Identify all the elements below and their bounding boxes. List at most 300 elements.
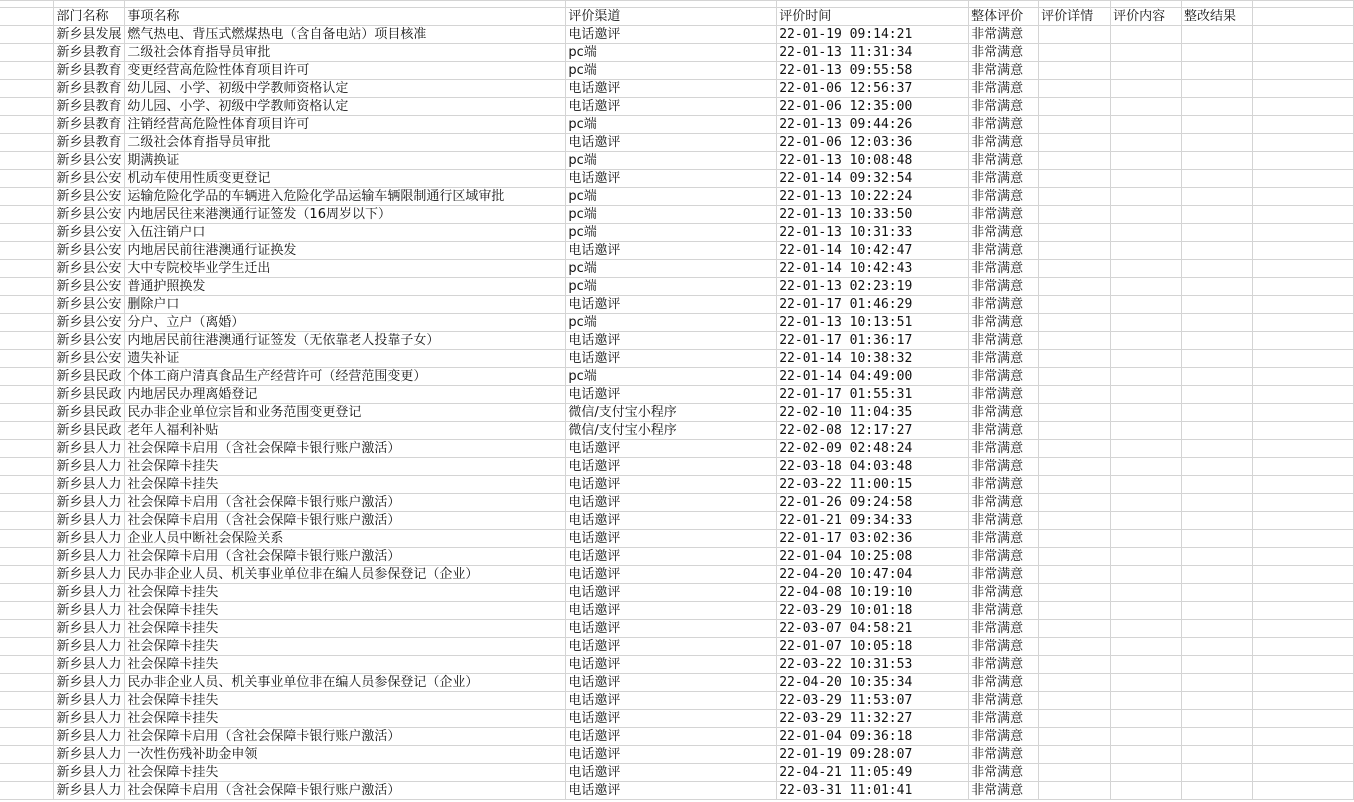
cell-empty[interactable] xyxy=(1111,296,1182,314)
cell-time[interactable]: 22-01-06 12:35:00 xyxy=(777,98,969,116)
cell-empty[interactable] xyxy=(1253,584,1354,602)
cell[interactable] xyxy=(969,1,1039,8)
cell-empty[interactable] xyxy=(1111,674,1182,692)
cell-time[interactable]: 22-01-13 10:31:33 xyxy=(777,224,969,242)
cell-empty[interactable] xyxy=(1039,476,1111,494)
header-cell-empty[interactable] xyxy=(1253,8,1354,26)
cell-empty[interactable] xyxy=(0,296,54,314)
cell-empty[interactable] xyxy=(1039,386,1111,404)
cell-empty[interactable] xyxy=(1182,260,1253,278)
cell-empty[interactable] xyxy=(1253,404,1354,422)
cell-empty[interactable] xyxy=(1182,620,1253,638)
cell-empty[interactable] xyxy=(1039,782,1111,800)
cell-empty[interactable] xyxy=(1111,188,1182,206)
cell-department[interactable]: 新乡县人力 xyxy=(54,476,125,494)
cell-empty[interactable] xyxy=(1039,44,1111,62)
cell-empty[interactable] xyxy=(1253,656,1354,674)
cell-empty[interactable] xyxy=(1182,368,1253,386)
cell-empty[interactable] xyxy=(1253,206,1354,224)
cell-item-name[interactable]: 入伍注销户口 xyxy=(125,224,566,242)
cell-empty[interactable] xyxy=(0,368,54,386)
cell-channel[interactable]: pc端 xyxy=(566,224,777,242)
cell-empty[interactable] xyxy=(1253,512,1354,530)
cell-empty[interactable] xyxy=(1111,638,1182,656)
cell-time[interactable]: 22-01-26 09:24:58 xyxy=(777,494,969,512)
cell-empty[interactable] xyxy=(1182,728,1253,746)
cell-empty[interactable] xyxy=(1111,26,1182,44)
cell-department[interactable]: 新乡县人力 xyxy=(54,440,125,458)
cell-empty[interactable] xyxy=(1111,350,1182,368)
header-item-name[interactable]: 事项名称 xyxy=(125,8,566,26)
cell-empty[interactable] xyxy=(1039,134,1111,152)
cell-empty[interactable] xyxy=(1039,80,1111,98)
cell-item-name[interactable]: 遗失补证 xyxy=(125,350,566,368)
cell-time[interactable]: 22-01-06 12:03:36 xyxy=(777,134,969,152)
cell-empty[interactable] xyxy=(1111,764,1182,782)
cell-channel[interactable]: 电话邀评 xyxy=(566,656,777,674)
cell-overall[interactable]: 非常满意 xyxy=(969,710,1039,728)
cell-department[interactable]: 新乡县人力 xyxy=(54,692,125,710)
cell-empty[interactable] xyxy=(1182,692,1253,710)
cell-empty[interactable] xyxy=(0,692,54,710)
cell-department[interactable]: 新乡县公安 xyxy=(54,296,125,314)
cell-overall[interactable]: 非常满意 xyxy=(969,134,1039,152)
cell-empty[interactable] xyxy=(1111,422,1182,440)
cell-channel[interactable]: pc端 xyxy=(566,368,777,386)
cell-empty[interactable] xyxy=(1182,170,1253,188)
cell-empty[interactable] xyxy=(0,458,54,476)
cell-empty[interactable] xyxy=(1253,296,1354,314)
cell-time[interactable]: 22-01-14 10:42:47 xyxy=(777,242,969,260)
cell-time[interactable]: 22-01-21 09:34:33 xyxy=(777,512,969,530)
cell-empty[interactable] xyxy=(1253,188,1354,206)
cell-empty[interactable] xyxy=(1039,314,1111,332)
cell-department[interactable]: 新乡县教育 xyxy=(54,134,125,152)
cell-empty[interactable] xyxy=(1182,44,1253,62)
cell-empty[interactable] xyxy=(1039,746,1111,764)
cell-empty[interactable] xyxy=(1253,674,1354,692)
header-result[interactable]: 整改结果 xyxy=(1182,8,1253,26)
cell-department[interactable]: 新乡县公安 xyxy=(54,350,125,368)
cell-overall[interactable]: 非常满意 xyxy=(969,80,1039,98)
cell-department[interactable]: 新乡县教育 xyxy=(54,62,125,80)
cell-department[interactable]: 新乡县公安 xyxy=(54,170,125,188)
cell-empty[interactable] xyxy=(0,422,54,440)
cell-empty[interactable] xyxy=(1182,440,1253,458)
cell-empty[interactable] xyxy=(1182,764,1253,782)
cell-department[interactable]: 新乡县公安 xyxy=(54,260,125,278)
cell-empty[interactable] xyxy=(1182,332,1253,350)
cell-channel[interactable]: pc端 xyxy=(566,188,777,206)
cell-empty[interactable] xyxy=(1111,476,1182,494)
cell-empty[interactable] xyxy=(0,674,54,692)
cell-empty[interactable] xyxy=(1253,530,1354,548)
cell-empty[interactable] xyxy=(0,656,54,674)
cell-overall[interactable]: 非常满意 xyxy=(969,566,1039,584)
cell-empty[interactable] xyxy=(1039,458,1111,476)
cell-empty[interactable] xyxy=(1253,620,1354,638)
cell-empty[interactable] xyxy=(0,710,54,728)
cell-empty[interactable] xyxy=(1253,728,1354,746)
cell-empty[interactable] xyxy=(1111,80,1182,98)
cell-channel[interactable]: 电话邀评 xyxy=(566,710,777,728)
cell-overall[interactable]: 非常满意 xyxy=(969,458,1039,476)
cell-empty[interactable] xyxy=(1253,332,1354,350)
cell-empty[interactable] xyxy=(0,782,54,800)
cell-empty[interactable] xyxy=(1039,350,1111,368)
cell-empty[interactable] xyxy=(0,62,54,80)
cell-department[interactable]: 新乡县公安 xyxy=(54,206,125,224)
cell-time[interactable]: 22-01-13 09:44:26 xyxy=(777,116,969,134)
cell-empty[interactable] xyxy=(1253,314,1354,332)
cell-empty[interactable] xyxy=(1182,548,1253,566)
cell-empty[interactable] xyxy=(0,476,54,494)
cell-empty[interactable] xyxy=(1111,332,1182,350)
cell-empty[interactable] xyxy=(1253,260,1354,278)
cell-empty[interactable] xyxy=(1253,422,1354,440)
cell-empty[interactable] xyxy=(0,314,54,332)
cell-channel[interactable]: 电话邀评 xyxy=(566,350,777,368)
cell-item-name[interactable]: 社会保障卡启用（含社会保障卡银行账户激活） xyxy=(125,782,566,800)
cell-empty[interactable] xyxy=(1182,422,1253,440)
cell[interactable] xyxy=(777,1,969,8)
cell-empty[interactable] xyxy=(1182,512,1253,530)
cell-item-name[interactable]: 社会保障卡挂失 xyxy=(125,476,566,494)
cell-empty[interactable] xyxy=(0,98,54,116)
cell-empty[interactable] xyxy=(1182,782,1253,800)
cell-department[interactable]: 新乡县人力 xyxy=(54,458,125,476)
cell-empty[interactable] xyxy=(0,116,54,134)
cell-empty[interactable] xyxy=(0,764,54,782)
cell-department[interactable]: 新乡县民政 xyxy=(54,422,125,440)
cell-overall[interactable]: 非常满意 xyxy=(969,206,1039,224)
cell-time[interactable]: 22-01-13 10:33:50 xyxy=(777,206,969,224)
cell-empty[interactable] xyxy=(1253,548,1354,566)
cell-empty[interactable] xyxy=(1253,368,1354,386)
cell-time[interactable]: 22-03-31 11:01:41 xyxy=(777,782,969,800)
cell-channel[interactable]: 电话邀评 xyxy=(566,530,777,548)
cell-item-name[interactable]: 个体工商户清真食品生产经营许可（经营范围变更） xyxy=(125,368,566,386)
cell-item-name[interactable]: 社会保障卡挂失 xyxy=(125,620,566,638)
cell-empty[interactable] xyxy=(1111,260,1182,278)
cell-overall[interactable]: 非常满意 xyxy=(969,296,1039,314)
cell-empty[interactable] xyxy=(1039,242,1111,260)
cell-empty[interactable] xyxy=(1253,386,1354,404)
cell-item-name[interactable]: 民办非企业人员、机关事业单位非在编人员参保登记（企业） xyxy=(125,674,566,692)
header-detail[interactable]: 评价详情 xyxy=(1039,8,1111,26)
cell-overall[interactable]: 非常满意 xyxy=(969,224,1039,242)
cell-channel[interactable]: pc端 xyxy=(566,116,777,134)
cell-empty[interactable] xyxy=(1182,530,1253,548)
cell-channel[interactable]: 电话邀评 xyxy=(566,386,777,404)
header-content[interactable]: 评价内容 xyxy=(1111,8,1182,26)
cell-empty[interactable] xyxy=(0,242,54,260)
cell-empty[interactable] xyxy=(1039,620,1111,638)
cell-channel[interactable]: 电话邀评 xyxy=(566,26,777,44)
cell-department[interactable]: 新乡县公安 xyxy=(54,224,125,242)
cell-empty[interactable] xyxy=(1039,584,1111,602)
cell-empty[interactable] xyxy=(1039,278,1111,296)
cell-item-name[interactable]: 社会保障卡挂失 xyxy=(125,638,566,656)
cell-time[interactable]: 22-03-29 10:01:18 xyxy=(777,602,969,620)
cell-empty[interactable] xyxy=(0,512,54,530)
cell-channel[interactable]: 电话邀评 xyxy=(566,620,777,638)
cell-empty[interactable] xyxy=(1182,98,1253,116)
cell-channel[interactable]: pc端 xyxy=(566,314,777,332)
cell-empty[interactable] xyxy=(1182,404,1253,422)
cell-time[interactable]: 22-01-17 03:02:36 xyxy=(777,530,969,548)
cell-channel[interactable]: 电话邀评 xyxy=(566,584,777,602)
cell-empty[interactable] xyxy=(1182,314,1253,332)
cell-department[interactable]: 新乡县公安 xyxy=(54,152,125,170)
cell-time[interactable]: 22-03-29 11:53:07 xyxy=(777,692,969,710)
cell-time[interactable]: 22-01-17 01:55:31 xyxy=(777,386,969,404)
cell-empty[interactable] xyxy=(1111,242,1182,260)
cell-overall[interactable]: 非常满意 xyxy=(969,314,1039,332)
cell-empty[interactable] xyxy=(1111,386,1182,404)
cell-overall[interactable]: 非常满意 xyxy=(969,764,1039,782)
cell-empty[interactable] xyxy=(1039,170,1111,188)
cell-time[interactable]: 22-02-08 12:17:27 xyxy=(777,422,969,440)
cell-overall[interactable]: 非常满意 xyxy=(969,422,1039,440)
cell-department[interactable]: 新乡县人力 xyxy=(54,656,125,674)
header-channel[interactable]: 评价渠道 xyxy=(566,8,777,26)
cell-empty[interactable] xyxy=(1111,584,1182,602)
cell-empty[interactable] xyxy=(1039,422,1111,440)
cell-item-name[interactable]: 燃气热电、背压式燃煤热电（含自备电站）项目核准 xyxy=(125,26,566,44)
cell-time[interactable]: 22-03-18 04:03:48 xyxy=(777,458,969,476)
cell-empty[interactable] xyxy=(1182,242,1253,260)
cell-channel[interactable]: 电话邀评 xyxy=(566,440,777,458)
cell[interactable] xyxy=(125,1,566,8)
cell-channel[interactable]: 微信/支付宝小程序 xyxy=(566,422,777,440)
cell-empty[interactable] xyxy=(1111,548,1182,566)
cell-overall[interactable]: 非常满意 xyxy=(969,116,1039,134)
cell-empty[interactable] xyxy=(1111,116,1182,134)
cell-empty[interactable] xyxy=(1253,692,1354,710)
cell-empty[interactable] xyxy=(0,206,54,224)
cell-item-name[interactable]: 社会保障卡挂失 xyxy=(125,692,566,710)
cell-overall[interactable]: 非常满意 xyxy=(969,152,1039,170)
cell-empty[interactable] xyxy=(1111,98,1182,116)
cell-empty[interactable] xyxy=(1039,674,1111,692)
cell-item-name[interactable]: 变更经营高危险性体育项目许可 xyxy=(125,62,566,80)
cell-department[interactable]: 新乡县公安 xyxy=(54,188,125,206)
cell-empty[interactable] xyxy=(1253,458,1354,476)
cell-channel[interactable]: 电话邀评 xyxy=(566,512,777,530)
cell-item-name[interactable]: 民办非企业人员、机关事业单位非在编人员参保登记（企业） xyxy=(125,566,566,584)
cell-empty[interactable] xyxy=(1111,170,1182,188)
header-overall[interactable]: 整体评价 xyxy=(969,8,1039,26)
cell-empty[interactable] xyxy=(1182,116,1253,134)
cell-overall[interactable]: 非常满意 xyxy=(969,368,1039,386)
cell-empty[interactable] xyxy=(1253,134,1354,152)
cell-empty[interactable] xyxy=(0,584,54,602)
cell-empty[interactable] xyxy=(1039,548,1111,566)
cell-overall[interactable]: 非常满意 xyxy=(969,584,1039,602)
cell-department[interactable]: 新乡县人力 xyxy=(54,638,125,656)
cell-empty[interactable] xyxy=(1111,566,1182,584)
cell-empty[interactable] xyxy=(1111,656,1182,674)
cell-time[interactable]: 22-01-04 10:25:08 xyxy=(777,548,969,566)
cell-time[interactable]: 22-02-09 02:48:24 xyxy=(777,440,969,458)
cell-item-name[interactable]: 老年人福利补贴 xyxy=(125,422,566,440)
cell-empty[interactable] xyxy=(1182,584,1253,602)
cell-overall[interactable]: 非常满意 xyxy=(969,278,1039,296)
cell-time[interactable]: 22-03-22 10:31:53 xyxy=(777,656,969,674)
cell-time[interactable]: 22-01-04 09:36:18 xyxy=(777,728,969,746)
cell-empty[interactable] xyxy=(1039,764,1111,782)
cell-empty[interactable] xyxy=(1182,746,1253,764)
cell-empty[interactable] xyxy=(0,638,54,656)
cell-channel[interactable]: 电话邀评 xyxy=(566,170,777,188)
cell-department[interactable]: 新乡县人力 xyxy=(54,494,125,512)
cell-item-name[interactable]: 大中专院校毕业学生迁出 xyxy=(125,260,566,278)
cell-channel[interactable]: 电话邀评 xyxy=(566,296,777,314)
cell-empty[interactable] xyxy=(1182,278,1253,296)
cell-department[interactable]: 新乡县人力 xyxy=(54,512,125,530)
cell-overall[interactable]: 非常满意 xyxy=(969,404,1039,422)
cell-empty[interactable] xyxy=(1039,728,1111,746)
cell-empty[interactable] xyxy=(1253,224,1354,242)
cell-empty[interactable] xyxy=(1111,710,1182,728)
cell-empty[interactable] xyxy=(0,188,54,206)
cell-empty[interactable] xyxy=(1111,782,1182,800)
cell-empty[interactable] xyxy=(0,566,54,584)
cell-empty[interactable] xyxy=(1111,458,1182,476)
cell-empty[interactable] xyxy=(1039,566,1111,584)
cell-overall[interactable]: 非常满意 xyxy=(969,26,1039,44)
cell-empty[interactable] xyxy=(1039,530,1111,548)
cell[interactable] xyxy=(1182,1,1253,8)
cell-empty[interactable] xyxy=(0,80,54,98)
cell-empty[interactable] xyxy=(1111,368,1182,386)
cell-channel[interactable]: 微信/支付宝小程序 xyxy=(566,404,777,422)
cell-time[interactable]: 22-03-07 04:58:21 xyxy=(777,620,969,638)
cell-channel[interactable]: 电话邀评 xyxy=(566,476,777,494)
cell-empty[interactable] xyxy=(0,26,54,44)
cell-overall[interactable]: 非常满意 xyxy=(969,260,1039,278)
cell-channel[interactable]: 电话邀评 xyxy=(566,242,777,260)
cell-overall[interactable]: 非常满意 xyxy=(969,602,1039,620)
cell-empty[interactable] xyxy=(0,152,54,170)
cell-empty[interactable] xyxy=(1039,98,1111,116)
cell-channel[interactable]: 电话邀评 xyxy=(566,80,777,98)
cell-empty[interactable] xyxy=(1111,512,1182,530)
cell-channel[interactable]: 电话邀评 xyxy=(566,566,777,584)
cell-empty[interactable] xyxy=(1111,530,1182,548)
cell-empty[interactable] xyxy=(1039,260,1111,278)
cell-empty[interactable] xyxy=(1039,602,1111,620)
cell-item-name[interactable]: 幼儿园、小学、初级中学教师资格认定 xyxy=(125,80,566,98)
cell-empty[interactable] xyxy=(1111,206,1182,224)
cell-empty[interactable] xyxy=(0,260,54,278)
cell-department[interactable]: 新乡县人力 xyxy=(54,764,125,782)
cell-channel[interactable]: pc端 xyxy=(566,44,777,62)
cell-time[interactable]: 22-01-13 10:13:51 xyxy=(777,314,969,332)
cell-empty[interactable] xyxy=(1039,26,1111,44)
cell-overall[interactable]: 非常满意 xyxy=(969,638,1039,656)
cell-empty[interactable] xyxy=(1182,710,1253,728)
cell-time[interactable]: 22-01-13 02:23:19 xyxy=(777,278,969,296)
cell-empty[interactable] xyxy=(1253,278,1354,296)
cell-empty[interactable] xyxy=(0,530,54,548)
cell-department[interactable]: 新乡县人力 xyxy=(54,548,125,566)
cell-department[interactable]: 新乡县人力 xyxy=(54,674,125,692)
cell-empty[interactable] xyxy=(0,746,54,764)
cell-department[interactable]: 新乡县公安 xyxy=(54,332,125,350)
cell-channel[interactable]: pc端 xyxy=(566,206,777,224)
cell-overall[interactable]: 非常满意 xyxy=(969,62,1039,80)
cell-item-name[interactable]: 社会保障卡启用（含社会保障卡银行账户激活） xyxy=(125,512,566,530)
cell-channel[interactable]: 电话邀评 xyxy=(566,494,777,512)
cell[interactable] xyxy=(1111,1,1182,8)
cell-item-name[interactable]: 社会保障卡启用（含社会保障卡银行账户激活） xyxy=(125,494,566,512)
cell-overall[interactable]: 非常满意 xyxy=(969,530,1039,548)
cell-empty[interactable] xyxy=(1111,62,1182,80)
cell-item-name[interactable]: 二级社会体育指导员审批 xyxy=(125,134,566,152)
cell-empty[interactable] xyxy=(0,548,54,566)
cell-item-name[interactable]: 幼儿园、小学、初级中学教师资格认定 xyxy=(125,98,566,116)
cell-empty[interactable] xyxy=(1039,494,1111,512)
cell-time[interactable]: 22-01-14 09:32:54 xyxy=(777,170,969,188)
cell-empty[interactable] xyxy=(0,620,54,638)
cell-item-name[interactable]: 社会保障卡启用（含社会保障卡银行账户激活） xyxy=(125,440,566,458)
cell-empty[interactable] xyxy=(1182,674,1253,692)
cell-overall[interactable]: 非常满意 xyxy=(969,332,1039,350)
cell-empty[interactable] xyxy=(1253,476,1354,494)
cell-empty[interactable] xyxy=(1039,512,1111,530)
cell-empty[interactable] xyxy=(1182,26,1253,44)
cell-empty[interactable] xyxy=(1253,26,1354,44)
cell-empty[interactable] xyxy=(1182,386,1253,404)
cell-overall[interactable]: 非常满意 xyxy=(969,656,1039,674)
cell-channel[interactable]: 电话邀评 xyxy=(566,134,777,152)
cell-department[interactable]: 新乡县公安 xyxy=(54,278,125,296)
cell-empty[interactable] xyxy=(1039,224,1111,242)
cell-empty[interactable] xyxy=(1039,710,1111,728)
header-cell-empty[interactable] xyxy=(0,8,54,26)
cell-overall[interactable]: 非常满意 xyxy=(969,170,1039,188)
cell-time[interactable]: 22-04-08 10:19:10 xyxy=(777,584,969,602)
cell-empty[interactable] xyxy=(1039,440,1111,458)
cell-empty[interactable] xyxy=(1111,746,1182,764)
cell-empty[interactable] xyxy=(1039,116,1111,134)
cell-department[interactable]: 新乡县教育 xyxy=(54,80,125,98)
cell-empty[interactable] xyxy=(1111,314,1182,332)
cell-empty[interactable] xyxy=(1253,566,1354,584)
cell-empty[interactable] xyxy=(1111,602,1182,620)
cell[interactable] xyxy=(54,1,125,8)
cell-overall[interactable]: 非常满意 xyxy=(969,674,1039,692)
cell-channel[interactable]: 电话邀评 xyxy=(566,98,777,116)
cell-channel[interactable]: 电话邀评 xyxy=(566,332,777,350)
cell-empty[interactable] xyxy=(1182,602,1253,620)
cell-empty[interactable] xyxy=(1039,188,1111,206)
cell-empty[interactable] xyxy=(0,44,54,62)
cell-empty[interactable] xyxy=(0,494,54,512)
cell-item-name[interactable]: 期满换证 xyxy=(125,152,566,170)
cell-channel[interactable]: 电话邀评 xyxy=(566,728,777,746)
cell-empty[interactable] xyxy=(1253,602,1354,620)
cell[interactable] xyxy=(566,1,777,8)
cell-overall[interactable]: 非常满意 xyxy=(969,242,1039,260)
cell[interactable] xyxy=(1039,1,1111,8)
cell-empty[interactable] xyxy=(1182,224,1253,242)
cell-channel[interactable]: pc端 xyxy=(566,152,777,170)
cell-department[interactable]: 新乡县发展 xyxy=(54,26,125,44)
cell-item-name[interactable]: 二级社会体育指导员审批 xyxy=(125,44,566,62)
